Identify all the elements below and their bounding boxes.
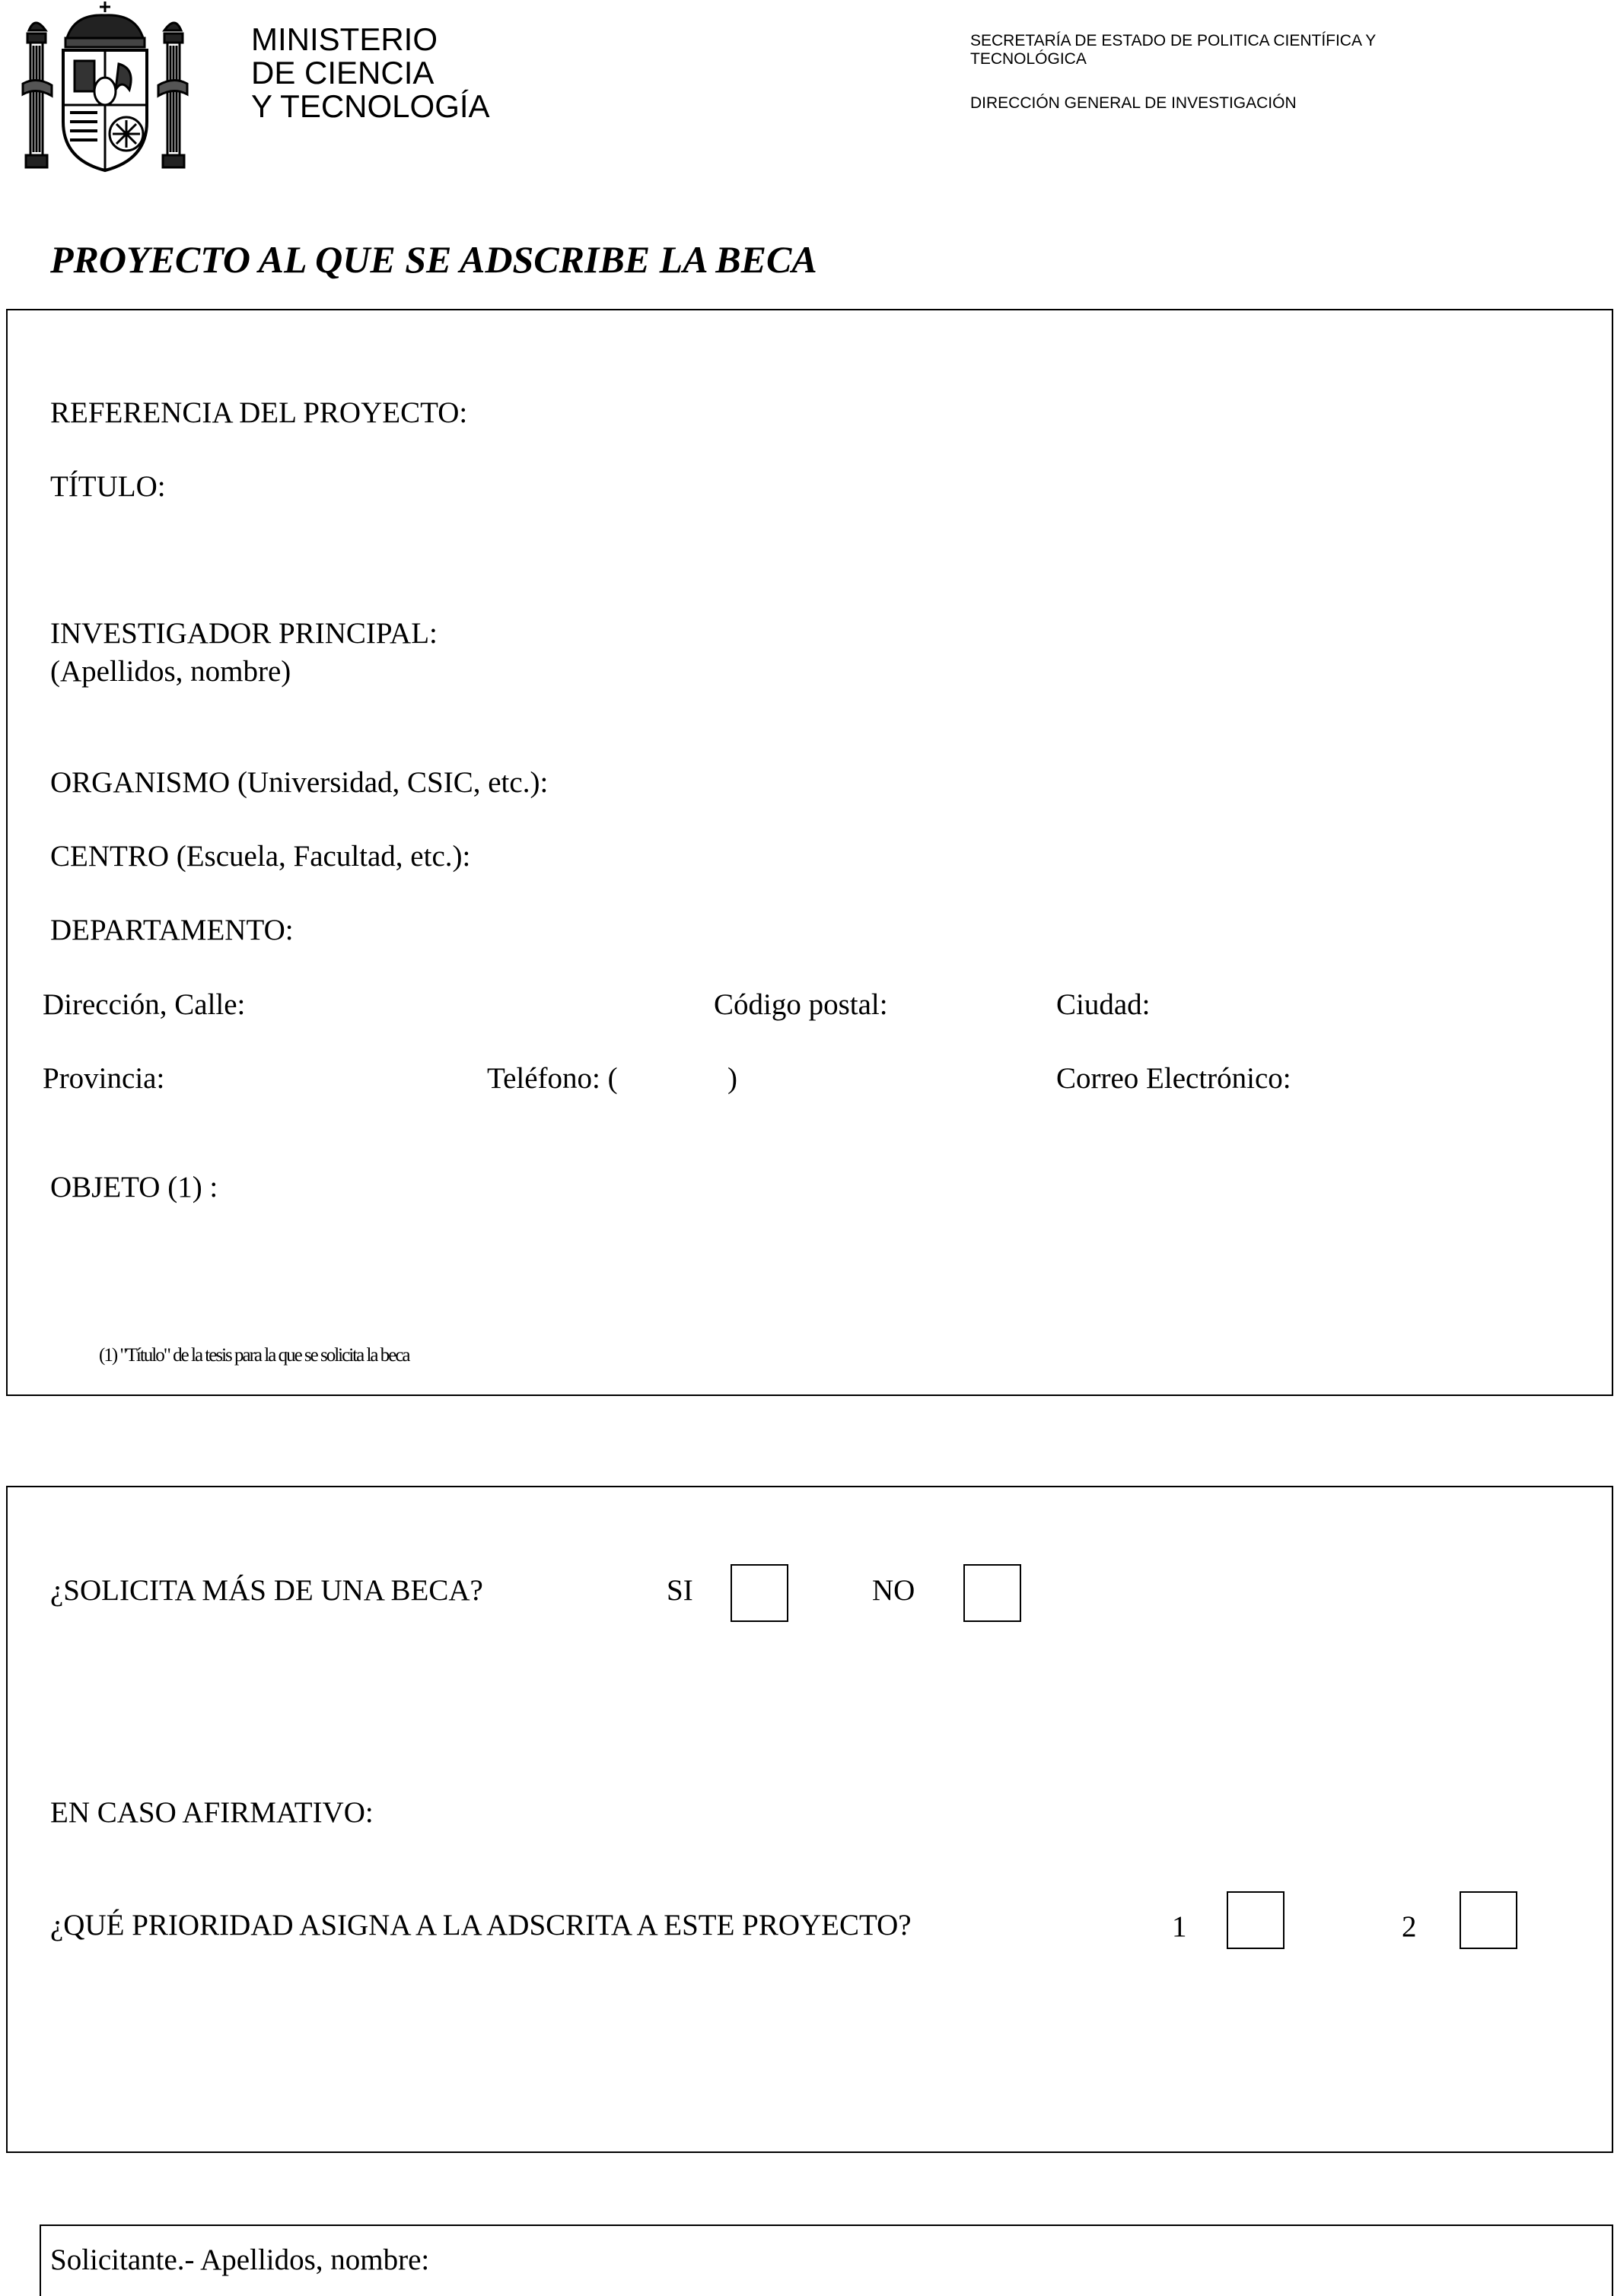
si-label: SI — [667, 1574, 693, 1607]
investigador-label: INVESTIGADOR PRINCIPAL: — [50, 617, 438, 650]
priority-2-label: 2 — [1402, 1910, 1417, 1943]
si-checkbox[interactable] — [731, 1564, 788, 1622]
titulo-label: TÍTULO: — [50, 470, 166, 503]
organismo-label: ORGANISMO (Universidad, CSIC, etc.): — [50, 766, 549, 799]
direccion-calle-label: Dirección, Calle: — [43, 988, 246, 1021]
objeto-label: OBJETO (1) : — [50, 1171, 218, 1204]
telefono-close-paren: ) — [727, 1062, 737, 1095]
solicitante-label: Solicitante.- Apellidos, nombre: — [50, 2244, 430, 2276]
departamento-label: DEPARTAMENTO: — [50, 914, 294, 946]
prioridad-question: ¿QUÉ PRIORIDAD ASIGNA A LA ADSCRITA A ESTE PROYECTO? — [50, 1909, 912, 1941]
priority-1-label: 1 — [1172, 1910, 1187, 1943]
footnote: (1) "Título" de la tesis para la que se solicita la beca — [99, 1345, 409, 1366]
priority-2-checkbox[interactable] — [1460, 1891, 1517, 1949]
en-caso-label: EN CASO AFIRMATIVO: — [50, 1796, 374, 1829]
no-checkbox[interactable] — [963, 1564, 1021, 1622]
secretaria-line: TECNOLÓGICA — [970, 50, 1087, 68]
secretaria-line: SECRETARÍA DE ESTADO DE POLITICA CIENTÍFICA Y — [970, 32, 1377, 49]
no-label: NO — [872, 1574, 915, 1607]
ministry-line: DE CIENCIA — [251, 55, 435, 91]
direccion-heading: DIRECCIÓN GENERAL DE INVESTIGACIÓN — [970, 94, 1297, 112]
ministry-name — [251, 23, 490, 123]
solicita-question: ¿SOLICITA MÁS DE UNA BECA? — [50, 1574, 483, 1607]
coat-of-arms-logo — [21, 0, 189, 173]
secretaria-heading — [970, 32, 1376, 68]
telefono-label: Teléfono: ( — [487, 1062, 618, 1095]
ciudad-label: Ciudad: — [1056, 988, 1151, 1021]
correo-label: Correo Electrónico: — [1056, 1062, 1291, 1095]
ministry-line: Y TECNOLOGÍA — [251, 88, 490, 124]
centro-label: CENTRO (Escuela, Facultad, etc.): — [50, 840, 471, 873]
priority-1-checkbox[interactable] — [1227, 1891, 1285, 1949]
ministry-line: MINISTERIO — [251, 21, 438, 57]
investigador-hint: (Apellidos, nombre) — [50, 655, 291, 688]
codigo-postal-label: Código postal: — [714, 988, 888, 1021]
provincia-label: Provincia: — [43, 1062, 165, 1095]
form-title: PROYECTO AL QUE SE ADSCRIBE LA BECA — [50, 238, 817, 281]
referencia-label: REFERENCIA DEL PROYECTO: — [50, 396, 468, 429]
